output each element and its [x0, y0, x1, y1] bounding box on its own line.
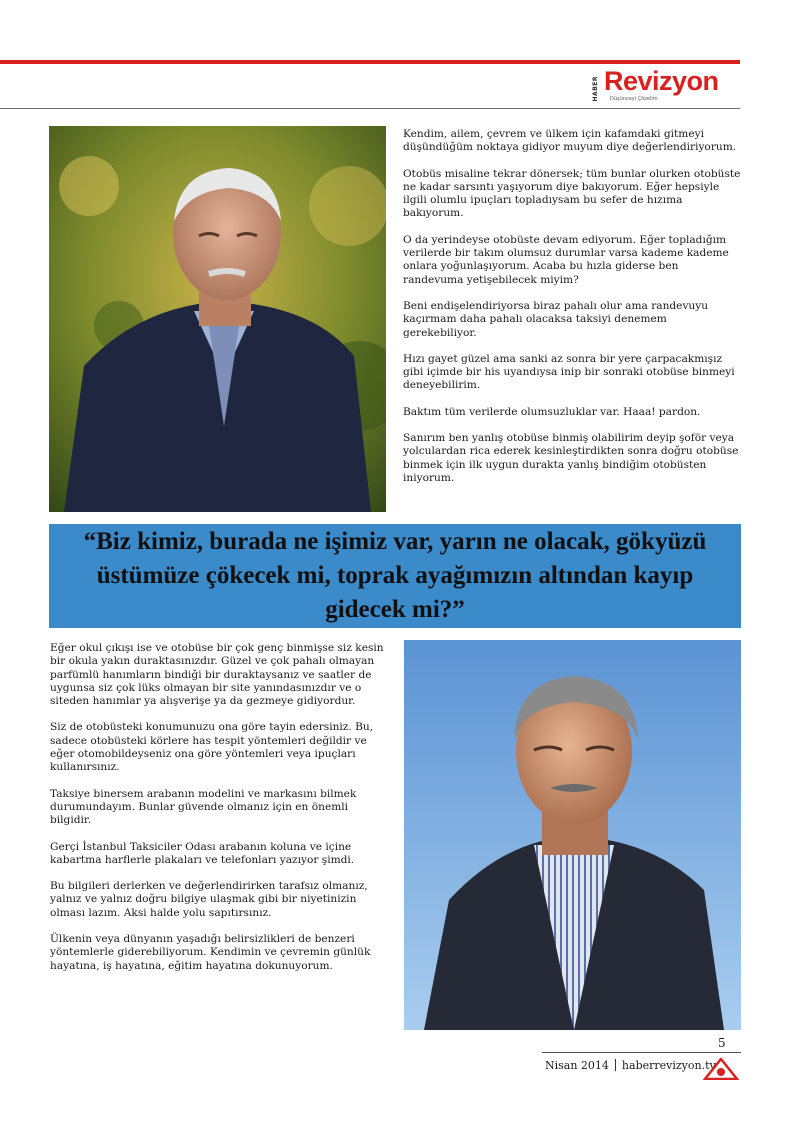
paragraph: Hızı gayet güzel ama sanki az sonra bir yere çarpacakmışız gibi içimde bir his uyandıysa inip bir sonraki otobüse binmeyi deneyebilirim.: [403, 352, 735, 392]
header-red-rule: [0, 60, 740, 64]
page-number: 5: [718, 1036, 726, 1050]
paragraph: Ülkenin veya dünyanın yaşadığı belirsizlikleri de benzeri yöntemlerle giderebiliyorum. Kendimin ve çevremin günlük hayatına, iş hayatına, eğitim hayatına dokunuyorum.: [50, 933, 371, 972]
article-column-left: [50, 642, 388, 986]
header-gray-rule: [0, 108, 740, 109]
photo-elderly-man: [49, 126, 386, 512]
pull-quote-band: [49, 524, 741, 628]
footer-logo-icon: [703, 1058, 739, 1080]
footer-rule: [542, 1052, 741, 1053]
footer-date: Nisan 2014: [545, 1059, 609, 1072]
paragraph: Gerçi İstanbul Taksiciler Odası arabanın koluna ve içine kabartma harflerle plakaları ve telefonları yazıyor şimdi.: [50, 840, 355, 866]
pull-quote-text: “Biz kimiz, burada ne işimiz var, yarın ne olacak, gökyüzü üstümüze çökecek mi, toprak ayağımızın altından kayıp gidecek mi?”: [83, 528, 707, 623]
footer: [545, 1059, 716, 1072]
paragraph: Otobüs misaline tekrar dönersek; tüm bunlar olurken otobüste ne kadar sarsıntı yaşıyorum diye bakıyorum. Eğer hepsiyle ilgili olumlu ipuçları topladıysam bu sefer de hızıma bakıyorum.: [403, 167, 741, 220]
paragraph: O da yerindeyse otobüste devam ediyorum. Eğer topladığım verilerde bir takım olumsuz durumlar varsa kademe kademe onlara yoğunlaşıyorum. Acaba bu hızla giderse ben randevuma yetişebilecek miyim?: [403, 233, 729, 286]
article-column-right: [403, 128, 741, 498]
paragraph: Taksiye binersem arabanın modelini ve markasını bilmek durumundayım. Bunlar güvende olmanız için en önemli bilgidir.: [50, 787, 357, 827]
logo-wordmark: Revizyon: [604, 66, 719, 96]
footer-separator: [615, 1059, 616, 1071]
logo-tagline: Düşünceyi Çözelim: [610, 96, 658, 102]
paragraph: Baktım tüm verilerde olumsuzluklar var. Haaa! pardon.: [403, 405, 701, 418]
paragraph: Eğer okul çıkışı ise ve otobüse bir çok genç binmişse siz kesin bir okula yakın duraktasınızdır. Güzel ve çok pahalı olmayan parfümlü hanımların bindiği bir duraktaysanız ve saatler de uygunsa siz çok lüks olmayan bir site yanındasınızdır ve o siteden hanımlar ya alışverişe ya da gezmeye gidiyordur.: [50, 642, 384, 708]
paragraph: Kendim, ailem, çevrem ve ülkem için kafamdaki gitmeyi düşündüğüm noktaya gidiyor muyum diye değerlendiriyorum.: [403, 128, 737, 154]
paragraph: Bu bilgileri derlerken ve değerlendirirken tarafsız olmanız, yalnız ve yalnız doğru bilgiye ulaşmak gibi bir niyetinizin olması lazım. Aksi halde yolu sapıtırsınız.: [50, 880, 368, 919]
paragraph: Siz de otobüsteki konumunuzu ona göre tayin edersiniz. Bu, sadece otobüsteki körlere has tespit yöntemleri değildir ve eğer otomobildeyseniz ona göre yöntemleri veya ipuçları kullanırsınız.: [50, 721, 374, 774]
revizyon-logo: [592, 66, 742, 104]
footer-site: haberrevizyon.tv: [621, 1059, 716, 1072]
paragraph: Sanırım ben yanlış otobüse binmiş olabilirim deyip şoför veya yolculardan rica ederek kesinleştirdikten sonra doğru otobüse binmek için ilk uygun durakta yanlış bindiğim otobüsten iniyorum.: [403, 432, 739, 484]
photo-man-in-suit: [404, 640, 741, 1030]
logo-prefix: HABER: [592, 76, 599, 102]
paragraph: Beni endişelendiriyorsa biraz pahalı olur ama randevuyu kaçırmam daha pahalı olacaksa taksiyi denemem gerekebiliyor.: [403, 299, 709, 339]
